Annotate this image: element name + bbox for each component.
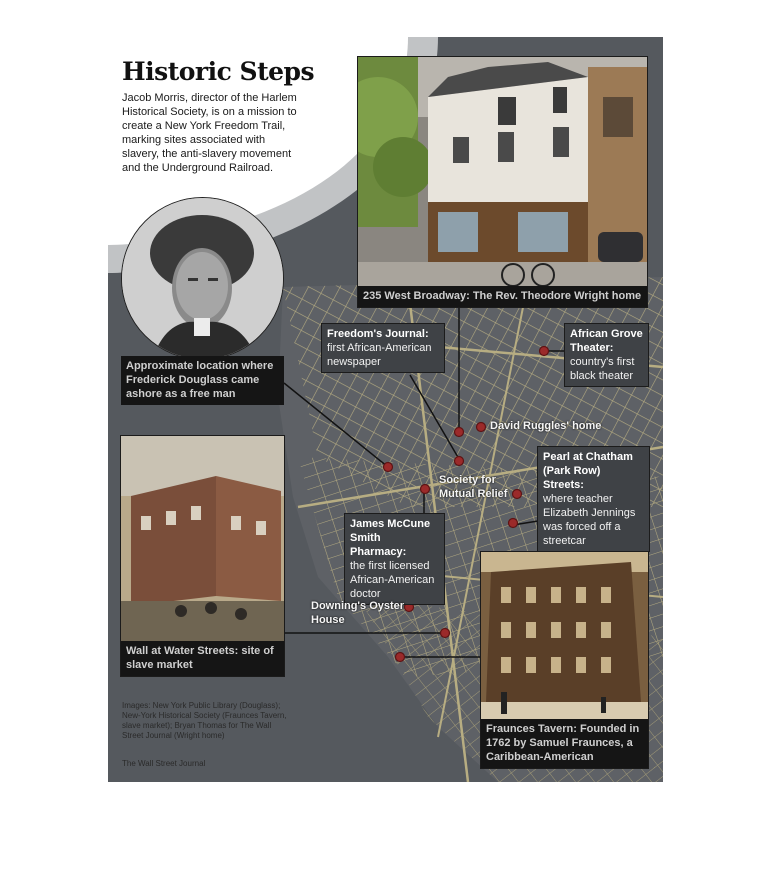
african-grove-heading: African Grove Theater: xyxy=(570,328,643,354)
painting-image xyxy=(121,436,284,676)
pin-african-grove xyxy=(540,347,549,356)
african-grove-callout xyxy=(564,323,649,387)
image-credits: Images: New York Public Library (Douglass); New-York Historical Society (Fraunces Tavern, slave market); Bryan Thomas for The Wall Street Journal (Wright home) xyxy=(122,701,287,740)
pin-ruggles xyxy=(477,423,486,432)
slave-market-caption: Wall at Water Streets: site of slave market xyxy=(121,641,284,676)
wright-home-caption: 235 West Broadway: The Rev. Theodore Wright home xyxy=(358,286,647,307)
douglass-image xyxy=(122,198,284,360)
ruggles-label: David Ruggles' home xyxy=(490,420,602,432)
pearl-chatham-callout xyxy=(537,446,650,552)
pin-slave-market xyxy=(441,629,450,638)
pin-pearl xyxy=(509,519,518,528)
intro-text: Jacob Morris, director of the Harlem Historical Society, is on a mission to create a New York Freedom Trail, marking sites associated with slavery, the anti-slavery movement and the Underground Railroad. xyxy=(122,92,297,174)
pearl-chatham-heading: Pearl at Chatham (Park Row) Streets: xyxy=(543,451,633,491)
leader-freedoms-journal xyxy=(410,375,459,459)
pearl-chatham-body: where teacher Elizabeth Jennings was forced off a streetcar xyxy=(543,493,636,547)
infographic xyxy=(108,37,663,782)
mccune-smith-body: the first licensed African-American doctor xyxy=(350,560,435,600)
pin-douglass xyxy=(384,463,393,472)
freedoms-journal-callout xyxy=(321,323,445,373)
mutual-relief-label: Society for Mutual Relief xyxy=(439,474,508,500)
freedoms-journal-heading: Freedom's Journal: xyxy=(327,328,429,340)
slave-market-photo xyxy=(121,436,284,676)
pin-wright xyxy=(455,428,464,437)
pin-fraunces xyxy=(396,653,405,662)
mccune-smith-callout xyxy=(344,513,445,605)
page-title: Historic Steps xyxy=(122,57,315,86)
fraunces-tavern-photo xyxy=(481,552,648,768)
downings-label: Downing's Oyster House xyxy=(311,600,405,626)
freedoms-journal-body: first African-American newspaper xyxy=(327,342,432,368)
wright-home-photo xyxy=(358,57,647,307)
leader-douglass xyxy=(284,383,388,467)
pin-freedoms-journal xyxy=(455,457,464,466)
pin-mccune xyxy=(421,485,430,494)
fraunces-tavern-caption: Fraunces Tavern: Founded in 1762 by Samuel Fraunces, a Caribbean-American xyxy=(481,719,648,768)
african-grove-body: country's first black theater xyxy=(570,356,635,382)
douglass-portrait xyxy=(121,197,284,405)
mccune-smith-heading: James McCune Smith Pharmacy: xyxy=(350,518,431,558)
source-credit: The Wall Street Journal xyxy=(122,759,206,768)
douglass-caption: Approximate location where Frederick Douglass came ashore as a free man xyxy=(121,356,284,405)
building-image xyxy=(358,57,647,307)
